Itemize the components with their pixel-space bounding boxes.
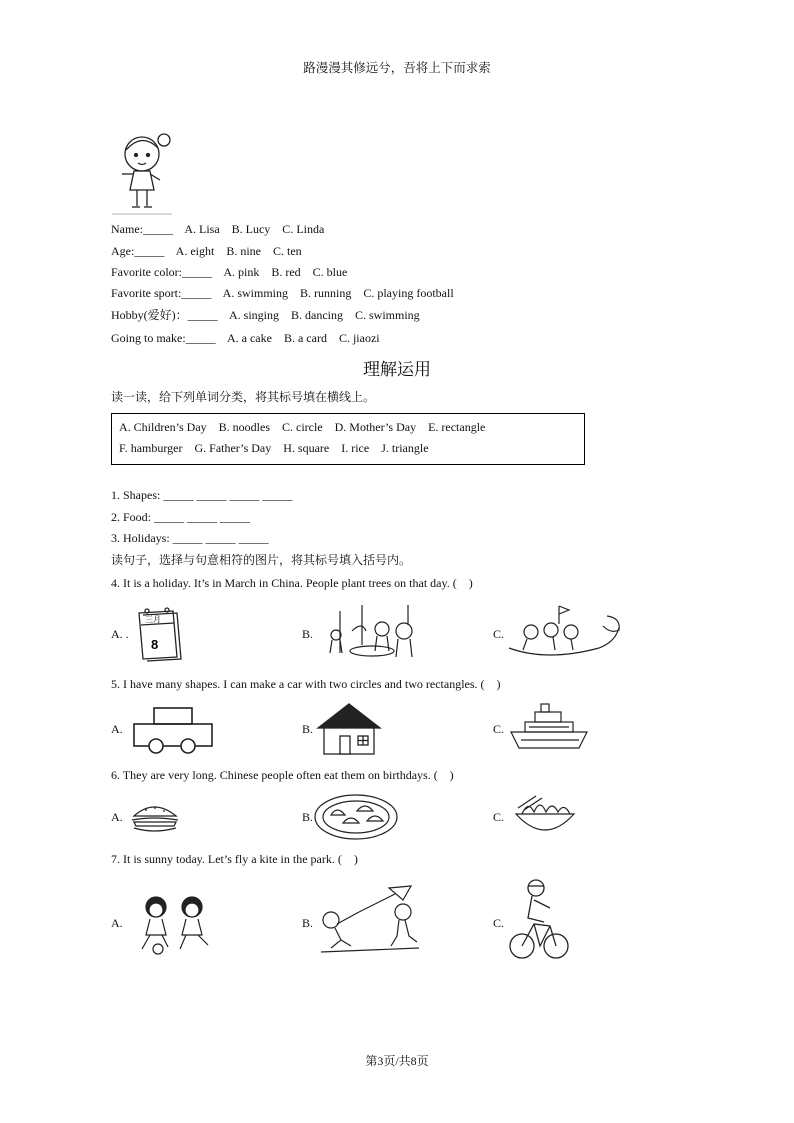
question-2: 2. Food: _____ _____ _____	[111, 510, 251, 524]
profile-make-line: Going to make:_____ A. a cake B. a card C. jiaozi	[111, 331, 380, 345]
profile-hobby-line: Hobby(爱好)：_____ A. singing B. dancing C. swimming	[111, 308, 420, 322]
calendar-icon	[133, 605, 183, 663]
jiaozi-plate-icon	[313, 791, 399, 841]
girl-illustration	[112, 128, 174, 216]
dragon-boat-icon	[507, 604, 625, 666]
q7-option-c-label: C.	[493, 916, 505, 930]
noodles-bowl-icon	[512, 794, 578, 842]
boys-playing-football-icon	[132, 893, 214, 955]
question-4: 4. It is a holiday. It’s in March in China. People plant trees on that day. ( )	[111, 576, 473, 590]
calendar-day: 8	[151, 637, 159, 652]
page-header: 路漫漫其修远兮，吾将上下而求索	[303, 61, 491, 75]
q7-option-b-label: B.	[302, 916, 314, 930]
word-box	[111, 413, 585, 465]
q7-option-a-label: A.	[111, 916, 123, 930]
q5-option-a-label: A.	[111, 722, 123, 736]
question-5: 5. I have many shapes. I can make a car with two circles and two rectangles. ( )	[111, 677, 501, 691]
q4-option-c-label: C.	[493, 627, 505, 641]
ship-icon	[509, 702, 589, 754]
hamburger-icon	[130, 802, 180, 834]
q6-option-b-label: B.	[302, 810, 314, 824]
tree-planting-icon	[322, 601, 422, 663]
q6-option-c-label: C.	[493, 810, 505, 824]
car-shape-icon	[132, 706, 214, 754]
profile-sport-line: Favorite sport:_____ A. swimming B. running C. playing football	[111, 286, 454, 300]
question-6: 6. They are very long. Chinese people often eat them on birthdays. ( )	[111, 768, 454, 782]
question-3: 3. Holidays: _____ _____ _____	[111, 531, 269, 545]
match-instruction: 读句子，选择与句意相符的图片，将其标号填入括号内。	[111, 553, 412, 567]
profile-age-line: Age:_____ A. eight B. nine C. ten	[111, 244, 302, 258]
profile-name-line: Name:_____ A. Lisa B. Lucy C. Linda	[111, 222, 325, 236]
cycling-icon	[510, 878, 568, 966]
profile-color-line: Favorite color:_____ A. pink B. red C. blue	[111, 265, 348, 279]
classify-instruction: 读一读，给下列单词分类，将其标号填在横线上。	[111, 390, 376, 404]
word-box-row-1: A. Children’s Day B. noodles C. circle D. Mother’s Day E. rectangle	[119, 420, 486, 434]
q4-option-b-label: B.	[302, 627, 314, 641]
q4-option-a-label: A. .	[111, 627, 129, 641]
question-1: 1. Shapes: _____ _____ _____ _____	[111, 488, 293, 502]
q5-option-b-label: B.	[302, 722, 314, 736]
word-box-row-2: F. hamburger G. Father’s Day H. square I. rice J. triangle	[119, 441, 429, 455]
q5-option-c-label: C.	[493, 722, 505, 736]
question-7: 7. It is sunny today. Let’s fly a kite in the park. ( )	[111, 852, 358, 866]
kite-flying-icon	[319, 884, 421, 956]
house-icon	[316, 702, 382, 756]
section-title: 理解运用	[363, 360, 431, 380]
q6-option-a-label: A.	[111, 810, 123, 824]
calendar-month: 三月	[145, 615, 161, 624]
page-footer: 第3页/共8页	[365, 1054, 429, 1068]
